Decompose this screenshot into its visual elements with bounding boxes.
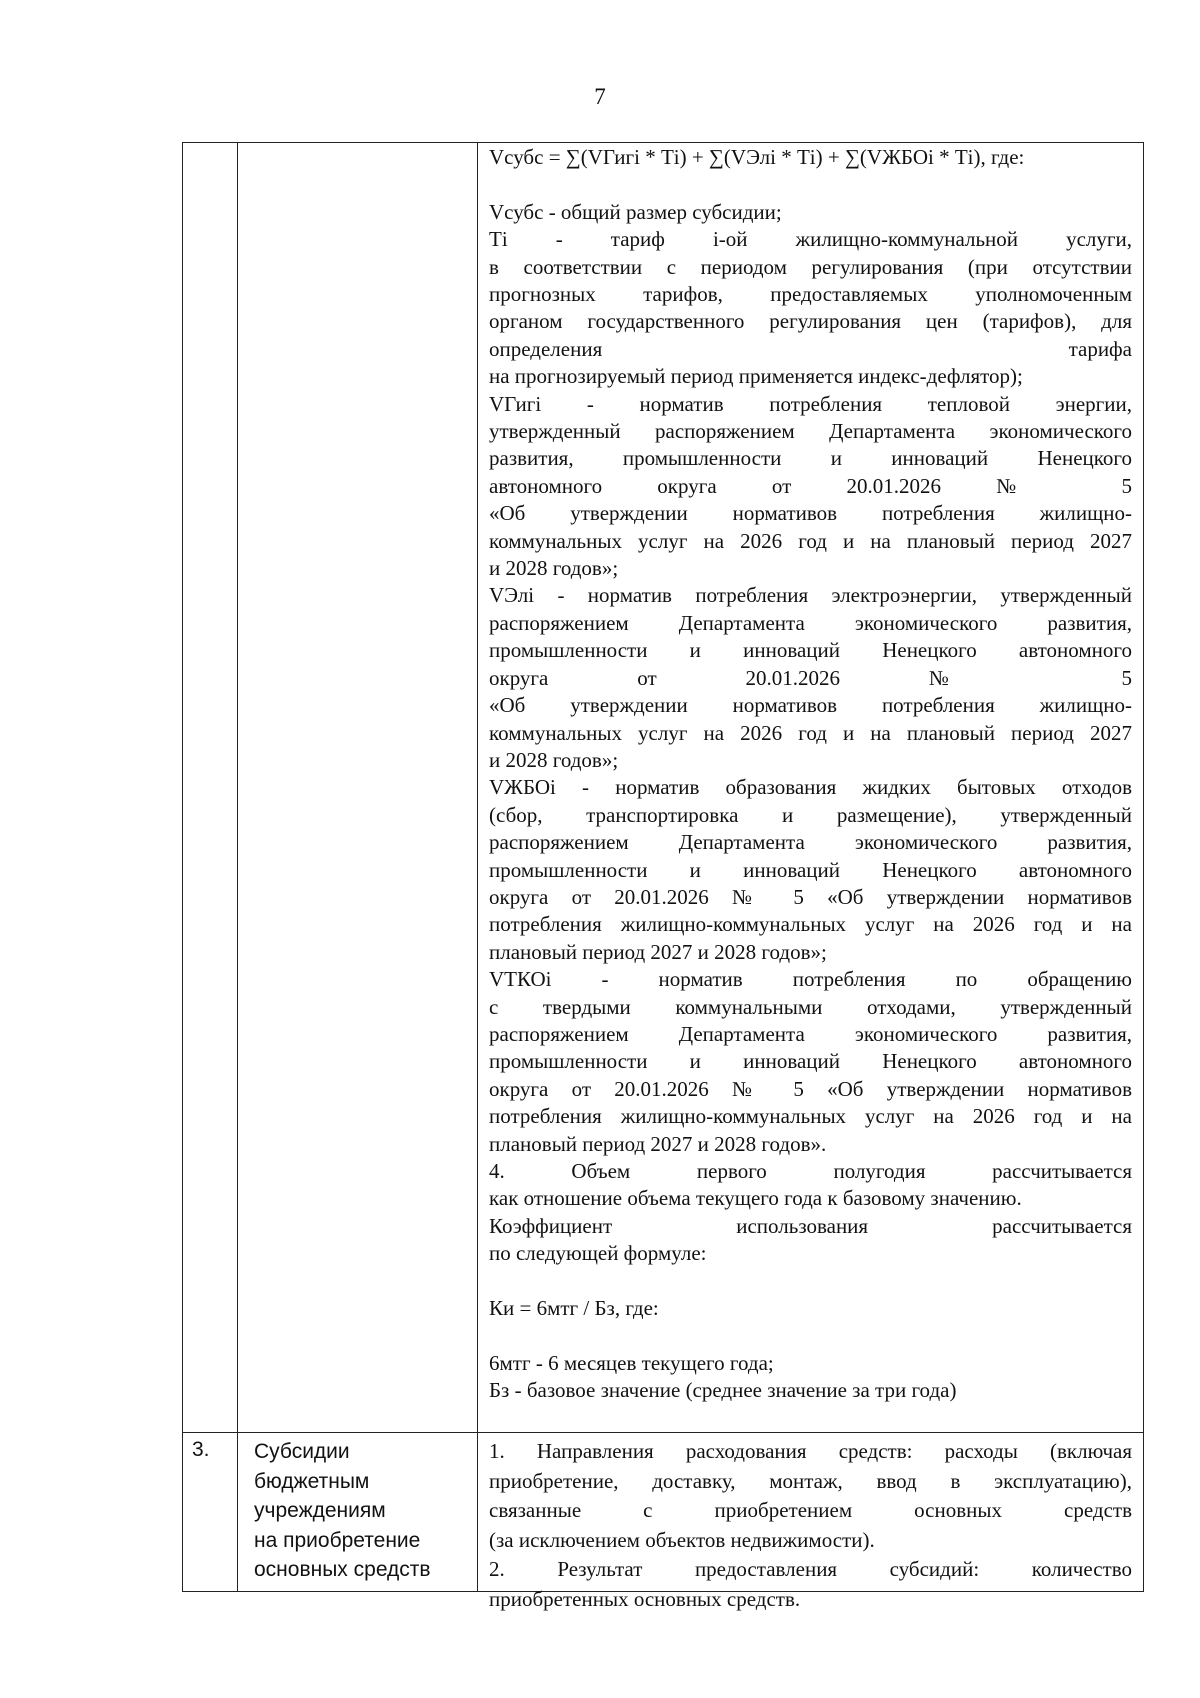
text-line: Тi - тариф i-ой жилищно-коммунальной услуги,: [489, 227, 1132, 252]
title-line: Субсидии: [254, 1440, 350, 1463]
text-line: органом государственного регулирования цен (тарифов), для: [489, 309, 1132, 334]
title-line: на приобретение: [254, 1528, 421, 1552]
desc-line: приобретенных основных средств.: [489, 1586, 801, 1611]
table-column-divider-1: [237, 142, 238, 1592]
table-border-left: [182, 142, 183, 1592]
text-line: 4. Объем первого полугодия рассчитывается: [489, 1159, 1132, 1184]
formula-line: Vсубс = ∑(VГигi * Тi) + ∑(VЭлi * Тi) + ∑(VЖБОi * Тi), где:: [489, 145, 1025, 169]
page-number: 7: [594, 84, 606, 109]
row-number: 3.: [192, 1438, 210, 1461]
upper-description-cell: [489, 144, 1132, 1405]
text-line: развития, промышленности и инноваций Ненецкого: [489, 446, 1132, 471]
title-line: бюджетным: [254, 1469, 370, 1493]
text-line: промышленности и инноваций Ненецкого автономного: [489, 638, 1132, 663]
text-line: потребления жилищно-коммунальных услуг на 2026 год и на: [489, 912, 1132, 937]
text-line: распоряжением Департамента экономического развития,: [489, 610, 1132, 635]
table-border-top: [182, 142, 1144, 143]
text-line: плановый период 2027 и 2028 годов»;: [489, 939, 827, 964]
text-line: Vсубс - общий размер субсидии;: [489, 199, 782, 224]
desc-line: 2. Результат предоставления субсидий: количество: [489, 1557, 1132, 1581]
text-line: Бз - базовое значение (среднее значение за три года): [489, 1378, 957, 1403]
formula-line: Ки = 6мтг / Бз, где:: [489, 1296, 659, 1321]
text-line: автономного округа от 20.01.2026 № 5: [489, 473, 1132, 498]
text-line: коммунальных услуг на 2026 год и на плановый период 2027: [489, 528, 1132, 553]
desc-line: приобретение, доставку, монтаж, ввод в эксплуатацию),: [489, 1468, 1132, 1493]
blank-line: [489, 1322, 1132, 1349]
text-line: потребления жилищно-коммунальных услуг на 2026 год и на: [489, 1104, 1132, 1129]
text-line: «Об утверждении нормативов потребления жилищно-: [489, 693, 1132, 718]
title-line: основных средств: [254, 1558, 431, 1581]
text-line: как отношение объема текущего года к базовому значению.: [489, 1186, 1022, 1211]
desc-line: 1. Направления расходования средств: расходы (включая: [489, 1439, 1132, 1463]
text-line: прогнозных тарифов, предоставляемых уполномоченным: [489, 282, 1132, 307]
text-line: «Об утверждении нормативов потребления жилищно-: [489, 501, 1132, 526]
text-line: округа от 20.01.2026 № 5: [489, 665, 1132, 690]
text-line: определения тарифа: [489, 336, 1132, 361]
text-line: VЖБОi - норматив образования жидких бытовых отходов: [489, 775, 1132, 800]
text-line: распоряжением Департамента экономического развития,: [489, 1021, 1132, 1046]
title-line: учреждениям: [254, 1499, 386, 1522]
text-line: плановый период 2027 и 2028 годов».: [489, 1131, 827, 1156]
text-line: на прогнозируемый период применяется индекс-дефлятор);: [489, 364, 1023, 389]
text-line: VГигi - норматив потребления тепловой энергии,: [489, 391, 1132, 416]
text-line: и 2028 годов»;: [489, 747, 619, 772]
row-description: [489, 1437, 1132, 1614]
text-line: в соответствии с периодом регулирования (при отсутствии: [489, 254, 1132, 279]
text-line: округа от 20.01.2026 № 5 «Об утверждении нормативов: [489, 884, 1132, 909]
text-line: коммунальных услуг на 2026 год и на плановый период 2027: [489, 720, 1132, 745]
table-border-right: [1143, 142, 1144, 1592]
text-line: с твердыми коммунальными отходами, утвержденный: [489, 994, 1132, 1019]
text-line: промышленности и инноваций Ненецкого автономного: [489, 857, 1132, 882]
document-table: [182, 142, 1144, 1611]
text-line: округа от 20.01.2026 № 5 «Об утверждении нормативов: [489, 1076, 1132, 1101]
text-line: и 2028 годов»;: [489, 556, 619, 581]
blank-line: [489, 171, 1132, 198]
text-line: утвержденный распоряжением Департамента экономического: [489, 419, 1132, 444]
table-column-divider-2: [477, 142, 478, 1592]
text-line: распоряжением Департамента экономического развития,: [489, 830, 1132, 855]
text-line: VЭлi - норматив потребления электроэнергии, утвержденный: [489, 583, 1132, 608]
text-line: 6мтг - 6 месяцев текущего года;: [489, 1350, 774, 1375]
text-line: промышленности и инноваций Ненецкого автономного: [489, 1049, 1132, 1074]
blank-line: [489, 1268, 1132, 1295]
desc-line: связанные с приобретением основных средств: [489, 1498, 1132, 1522]
text-line: Коэффициент использования рассчитывается: [489, 1213, 1132, 1238]
text-line: (сбор, транспортировка и размещение), утвержденный: [489, 802, 1132, 827]
table-row-divider: [182, 1432, 1144, 1433]
text-line: VТКОi - норматив потребления по обращению: [489, 967, 1132, 992]
row-title: [254, 1437, 464, 1585]
desc-line: (за исключением объектов недвижимости).: [489, 1527, 875, 1552]
text-line: по следующей формуле:: [489, 1241, 707, 1266]
